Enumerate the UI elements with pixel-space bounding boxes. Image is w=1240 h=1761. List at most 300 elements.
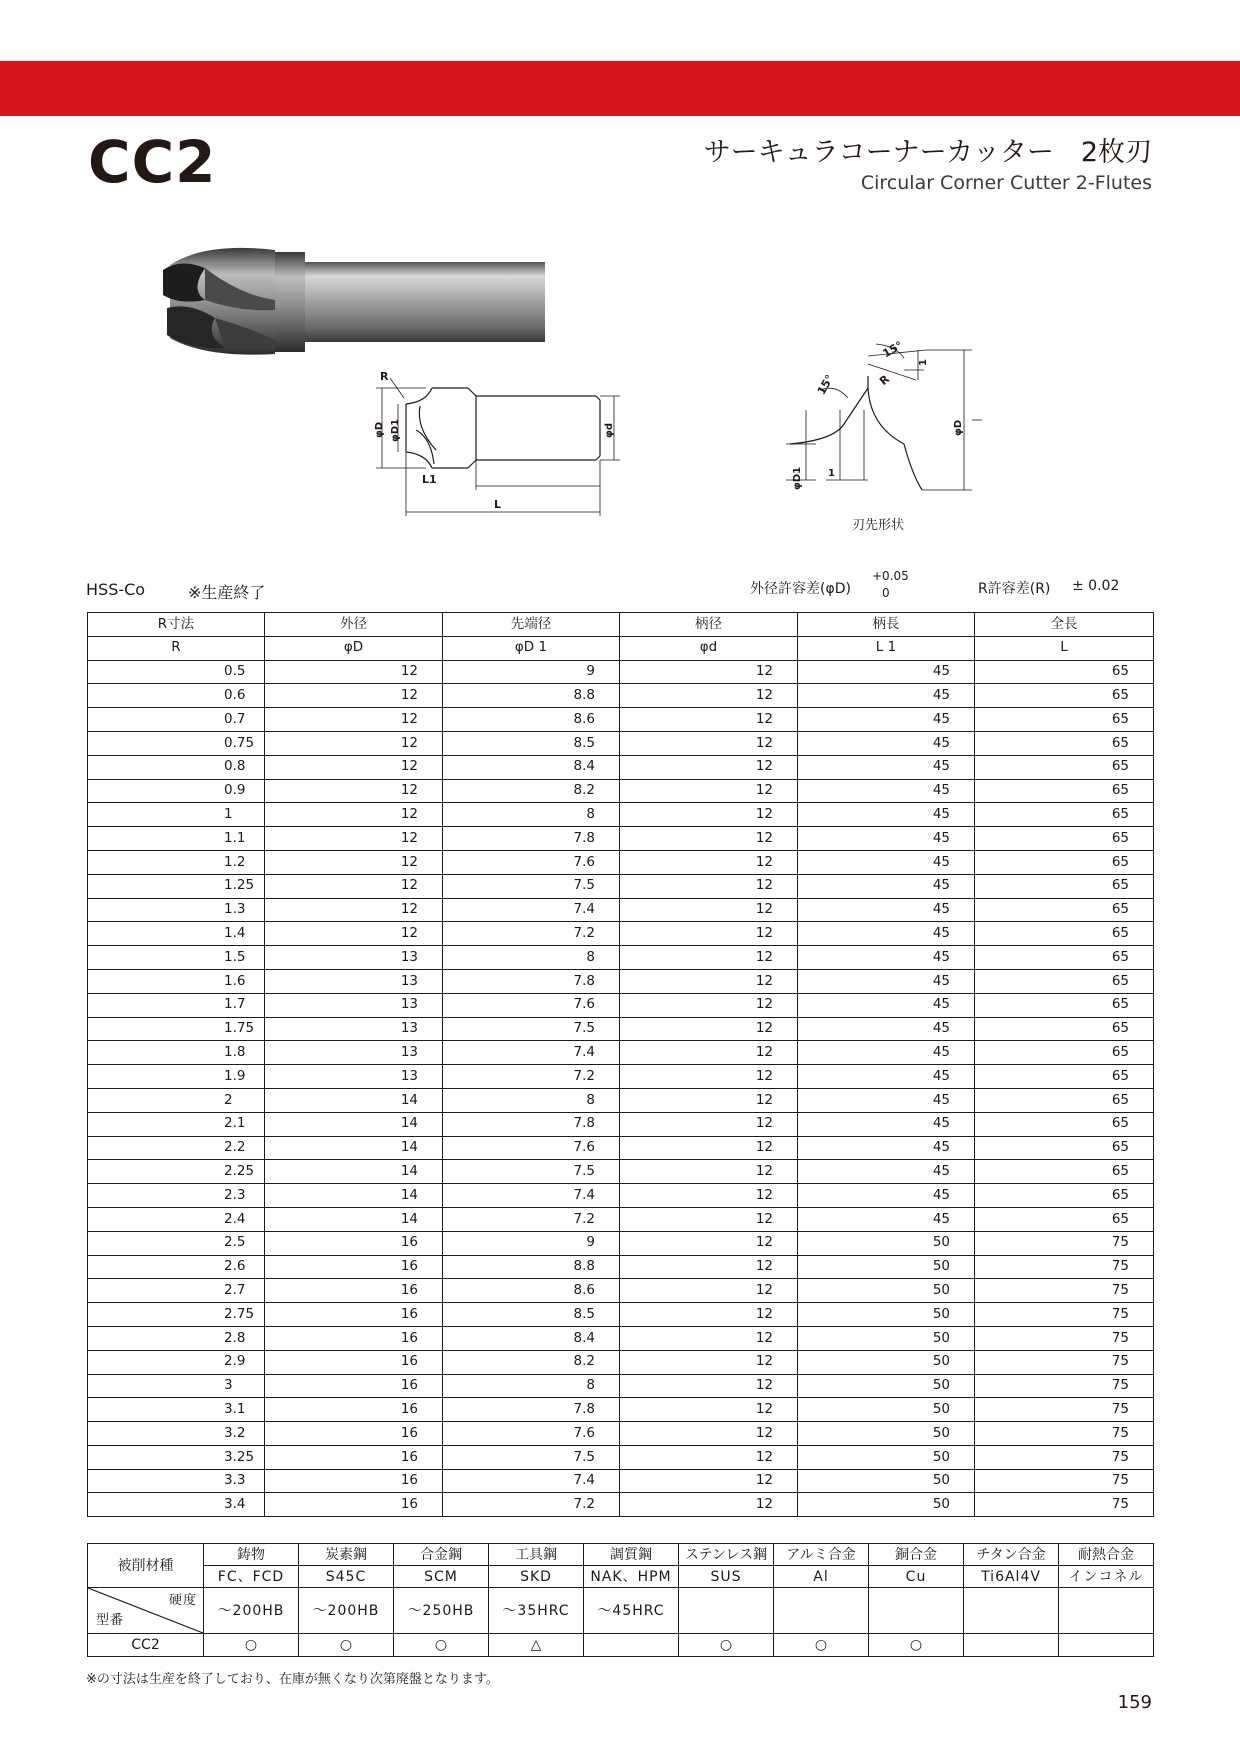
spec-cell: 75 <box>975 1493 1154 1517</box>
spec-cell: 45 <box>798 1017 975 1041</box>
spec-cell: 45 <box>798 755 975 779</box>
material-name-cell: 工具鋼 <box>489 1544 584 1566</box>
spec-cell: 16 <box>265 1374 443 1398</box>
spec-row <box>88 1469 1154 1493</box>
spec-cell: 16 <box>265 1255 443 1279</box>
spec-cell: 65 <box>975 898 1154 922</box>
suitability-cell <box>964 1634 1059 1657</box>
spec-cell: 1.3 <box>88 898 265 922</box>
spec-col-symbol: φD <box>265 636 443 660</box>
spec-cell: 16 <box>265 1350 443 1374</box>
spec-cell: 65 <box>975 660 1154 684</box>
material-name-cell: 調質鋼 <box>584 1544 679 1566</box>
spec-cell: 50 <box>798 1398 975 1422</box>
spec-cell: 45 <box>798 969 975 993</box>
spec-cell: 12 <box>620 898 798 922</box>
product-title-en: Circular Corner Cutter 2-Flutes <box>860 172 1152 194</box>
spec-cell: 12 <box>265 874 443 898</box>
spec-cell: 45 <box>798 803 975 827</box>
material-name-cell: チタン合金 <box>964 1544 1059 1566</box>
spec-cell: 8.5 <box>443 731 620 755</box>
spec-cell: 12 <box>620 1469 798 1493</box>
spec-cell: 1.8 <box>88 1041 265 1065</box>
spec-cell: 8.6 <box>443 708 620 732</box>
spec-cell: 45 <box>798 1184 975 1208</box>
spec-cell: 2.7 <box>88 1279 265 1303</box>
spec-cell: 45 <box>798 922 975 946</box>
spec-cell: 45 <box>798 1088 975 1112</box>
spec-cell: 12 <box>620 1136 798 1160</box>
material-name-cell: 銅合金 <box>869 1544 964 1566</box>
od-tolerance-upper: +0.05 <box>872 569 909 583</box>
spec-row <box>88 898 1154 922</box>
od-tolerance-label: 外径許容差(φD) <box>750 581 851 597</box>
spec-cell: 9 <box>443 1231 620 1255</box>
spec-col-header: 全長 <box>975 613 1154 637</box>
workpiece-material-label: 被削材種 <box>88 1544 204 1588</box>
spec-cell: 45 <box>798 779 975 803</box>
spec-cell: 65 <box>975 946 1154 970</box>
hardness-model-corner <box>88 1588 204 1634</box>
spec-cell: 0.7 <box>88 708 265 732</box>
spec-cell: 13 <box>265 969 443 993</box>
spec-cell: 8 <box>443 1088 620 1112</box>
spec-cell: 65 <box>975 684 1154 708</box>
spec-cell: 50 <box>798 1279 975 1303</box>
hardness-cell: ～35HRC <box>489 1588 584 1634</box>
spec-cell: 50 <box>798 1350 975 1374</box>
spec-cell: 45 <box>798 993 975 1017</box>
spec-row <box>88 1088 1154 1112</box>
spec-cell: 14 <box>265 1112 443 1136</box>
spec-row <box>88 850 1154 874</box>
spec-cell: 2.6 <box>88 1255 265 1279</box>
spec-row <box>88 1136 1154 1160</box>
material-name-cell: ステンレス鋼 <box>679 1544 774 1566</box>
spec-cell: 7.6 <box>443 993 620 1017</box>
spec-cell: 65 <box>975 827 1154 851</box>
spec-cell: 3.4 <box>88 1493 265 1517</box>
spec-cell: 12 <box>620 731 798 755</box>
spec-col-symbol: L 1 <box>798 636 975 660</box>
spec-cell: 12 <box>620 1041 798 1065</box>
spec-cell: 16 <box>265 1398 443 1422</box>
material-code-cell: FC、FCD <box>204 1566 299 1588</box>
hardness-row <box>88 1588 1154 1634</box>
material-code-cell: NAK、HPM <box>584 1566 679 1588</box>
spec-cell: 12 <box>620 1255 798 1279</box>
spec-cell: 65 <box>975 1207 1154 1231</box>
spec-cell: 14 <box>265 1160 443 1184</box>
suitability-cell <box>584 1634 679 1657</box>
tip-shape-caption: 刃先形状 <box>852 518 905 533</box>
label-phi-d1: φD1 <box>390 418 401 442</box>
spec-cell: 75 <box>975 1303 1154 1327</box>
spec-cell: 8.6 <box>443 1279 620 1303</box>
label-one-bottom: 1 <box>828 468 835 479</box>
spec-row <box>88 827 1154 851</box>
hardness-cell: ～45HRC <box>584 1588 679 1634</box>
spec-cell: 45 <box>798 684 975 708</box>
spec-cell: 65 <box>975 1041 1154 1065</box>
spec-cell: 65 <box>975 922 1154 946</box>
material-code-cell: Ti6Al4V <box>964 1566 1059 1588</box>
spec-row <box>88 803 1154 827</box>
hardness-cell: ～200HB <box>299 1588 394 1634</box>
model-name: CC2 <box>88 1634 204 1657</box>
spec-cell: 75 <box>975 1231 1154 1255</box>
spec-cell: 75 <box>975 1326 1154 1350</box>
spec-cell: 75 <box>975 1255 1154 1279</box>
spec-cell: 3.2 <box>88 1422 265 1446</box>
spec-cell: 12 <box>620 1326 798 1350</box>
spec-row <box>88 660 1154 684</box>
spec-cell: 7.4 <box>443 898 620 922</box>
spec-row <box>88 1184 1154 1208</box>
spec-cell: 0.75 <box>88 731 265 755</box>
material-grade: HSS-Co <box>86 580 146 599</box>
spec-cell: 12 <box>620 850 798 874</box>
spec-row <box>88 755 1154 779</box>
spec-cell: 0.8 <box>88 755 265 779</box>
spec-cell: 45 <box>798 731 975 755</box>
spec-row <box>88 993 1154 1017</box>
spec-cell: 12 <box>620 1303 798 1327</box>
spec-cell: 14 <box>265 1184 443 1208</box>
spec-cell: 12 <box>265 922 443 946</box>
spec-row <box>88 1017 1154 1041</box>
spec-cell: 45 <box>798 827 975 851</box>
spec-cell: 16 <box>265 1231 443 1255</box>
spec-cell: 12 <box>620 946 798 970</box>
spec-cell: 7.8 <box>443 969 620 993</box>
spec-row <box>88 1065 1154 1089</box>
spec-cell: 7.4 <box>443 1184 620 1208</box>
label-detail-phi-d1: φD1 <box>792 466 803 490</box>
spec-cell: 12 <box>620 922 798 946</box>
label-phi-d-outer: φD <box>374 421 385 438</box>
spec-cell: 65 <box>975 708 1154 732</box>
spec-cell: 65 <box>975 803 1154 827</box>
spec-cell: 50 <box>798 1326 975 1350</box>
spec-cell: 12 <box>265 684 443 708</box>
material-suitability-table <box>87 1543 1154 1657</box>
spec-cell: 1 <box>88 803 265 827</box>
spec-cell: 12 <box>620 1112 798 1136</box>
footnote: ※の寸法は生産を終了しており、在庫が無くなり次第廃盤となります。 <box>86 1672 499 1687</box>
spec-cell: 65 <box>975 1136 1154 1160</box>
spec-cell: 65 <box>975 779 1154 803</box>
spec-cell: 1.9 <box>88 1065 265 1089</box>
spec-cell: 50 <box>798 1422 975 1446</box>
spec-cell: 65 <box>975 1112 1154 1136</box>
material-table-body <box>88 1544 1154 1657</box>
spec-row <box>88 1112 1154 1136</box>
spec-cell: 12 <box>620 1065 798 1089</box>
spec-cell: 45 <box>798 1136 975 1160</box>
spec-cell: 8 <box>443 1374 620 1398</box>
spec-cell: 2.75 <box>88 1303 265 1327</box>
spec-cell: 3.1 <box>88 1398 265 1422</box>
hardness-label: 硬度 <box>168 1593 197 1608</box>
spec-cell: 8.5 <box>443 1303 620 1327</box>
model-suitability-row <box>88 1634 1154 1657</box>
spec-cell: 14 <box>265 1207 443 1231</box>
spec-cell: 1.2 <box>88 850 265 874</box>
spec-cell: 12 <box>265 779 443 803</box>
spec-cell: 45 <box>798 1065 975 1089</box>
spec-cell: 8 <box>443 803 620 827</box>
spec-cell: 12 <box>620 1398 798 1422</box>
spec-cell: 7.5 <box>443 1017 620 1041</box>
spec-cell: 12 <box>265 850 443 874</box>
model-code: CC2 <box>88 128 217 196</box>
hardness-cell: ～200HB <box>204 1588 299 1634</box>
spec-cell: 1.6 <box>88 969 265 993</box>
material-code-row <box>88 1566 1154 1588</box>
suitability-cell: △ <box>489 1634 584 1657</box>
spec-cell: 13 <box>265 993 443 1017</box>
spec-cell: 12 <box>620 1017 798 1041</box>
spec-cell: 7.6 <box>443 850 620 874</box>
spec-cell: 1.5 <box>88 946 265 970</box>
spec-cell: 2.9 <box>88 1350 265 1374</box>
spec-cell: 50 <box>798 1303 975 1327</box>
spec-cell: 65 <box>975 755 1154 779</box>
spec-cell: 2.1 <box>88 1112 265 1136</box>
spec-cell: 65 <box>975 874 1154 898</box>
spec-row <box>88 1326 1154 1350</box>
spec-cell: 45 <box>798 898 975 922</box>
spec-cell: 1.75 <box>88 1017 265 1041</box>
spec-header-symbol <box>88 636 1154 660</box>
spec-row <box>88 874 1154 898</box>
spec-cell: 13 <box>265 1065 443 1089</box>
spec-cell: 9 <box>443 660 620 684</box>
spec-cell: 13 <box>265 946 443 970</box>
spec-cell: 45 <box>798 1112 975 1136</box>
spec-cell: 45 <box>798 660 975 684</box>
spec-cell: 2 <box>88 1088 265 1112</box>
spec-row <box>88 1422 1154 1446</box>
spec-cell: 12 <box>265 660 443 684</box>
spec-cell: 12 <box>620 1445 798 1469</box>
spec-row <box>88 1279 1154 1303</box>
spec-row <box>88 1207 1154 1231</box>
hardness-cell <box>964 1588 1059 1634</box>
spec-cell: 75 <box>975 1469 1154 1493</box>
spec-cell: 7.2 <box>443 1207 620 1231</box>
spec-cell: 50 <box>798 1374 975 1398</box>
spec-cell: 16 <box>265 1279 443 1303</box>
spec-cell: 16 <box>265 1303 443 1327</box>
spec-table-body <box>88 660 1154 1517</box>
spec-cell: 1.7 <box>88 993 265 1017</box>
spec-cell: 7.8 <box>443 827 620 851</box>
spec-cell: 7.2 <box>443 922 620 946</box>
suitability-cell: ○ <box>679 1634 774 1657</box>
hardness-cell: ～250HB <box>394 1588 489 1634</box>
spec-cell: 12 <box>265 755 443 779</box>
spec-cell: 45 <box>798 708 975 732</box>
product-photo <box>145 240 550 360</box>
spec-cell: 45 <box>798 1207 975 1231</box>
material-name-cell: 合金鋼 <box>394 1544 489 1566</box>
spec-cell: 12 <box>620 969 798 993</box>
spec-cell: 16 <box>265 1326 443 1350</box>
spec-cell: 13 <box>265 1041 443 1065</box>
spec-col-symbol: L <box>975 636 1154 660</box>
material-name-row <box>88 1544 1154 1566</box>
spec-row <box>88 946 1154 970</box>
spec-cell: 0.9 <box>88 779 265 803</box>
spec-cell: 2.8 <box>88 1326 265 1350</box>
suitability-cell: ○ <box>299 1634 394 1657</box>
spec-row <box>88 779 1154 803</box>
spec-row <box>88 1493 1154 1517</box>
spec-cell: 45 <box>798 946 975 970</box>
hardness-cell <box>774 1588 869 1634</box>
spec-cell: 7.5 <box>443 874 620 898</box>
spec-cell: 14 <box>265 1136 443 1160</box>
spec-cell: 2.2 <box>88 1136 265 1160</box>
spec-cell: 12 <box>620 1207 798 1231</box>
spec-cell: 8.4 <box>443 755 620 779</box>
spec-cell: 12 <box>620 708 798 732</box>
spec-cell: 1.25 <box>88 874 265 898</box>
label-angle-top: 15° <box>880 338 906 361</box>
spec-cell: 3.25 <box>88 1445 265 1469</box>
spec-row <box>88 731 1154 755</box>
spec-cell: 8.4 <box>443 1326 620 1350</box>
label-angle-left: 15° <box>814 372 837 397</box>
r-tolerance-value: ± 0.02 <box>1072 578 1120 594</box>
material-name-cell: 耐熱合金 <box>1059 1544 1154 1566</box>
spec-col-symbol: φd <box>620 636 798 660</box>
spec-cell: 65 <box>975 1088 1154 1112</box>
spec-cell: 12 <box>620 1088 798 1112</box>
label-one-top: 1 <box>918 359 929 366</box>
spec-cell: 7.5 <box>443 1445 620 1469</box>
spec-row <box>88 1445 1154 1469</box>
spec-cell: 12 <box>620 1279 798 1303</box>
spec-cell: 7.4 <box>443 1469 620 1493</box>
spec-cell: 50 <box>798 1445 975 1469</box>
spec-cell: 12 <box>620 1231 798 1255</box>
spec-cell: 0.5 <box>88 660 265 684</box>
spec-col-header: R寸法 <box>88 613 265 637</box>
spec-cell: 7.4 <box>443 1041 620 1065</box>
spec-cell: 12 <box>620 993 798 1017</box>
spec-cell: 16 <box>265 1445 443 1469</box>
spec-cell: 7.5 <box>443 1160 620 1184</box>
spec-cell: 65 <box>975 850 1154 874</box>
spec-cell: 3.3 <box>88 1469 265 1493</box>
spec-cell: 45 <box>798 874 975 898</box>
spec-cell: 75 <box>975 1398 1154 1422</box>
spec-cell: 13 <box>265 1017 443 1041</box>
spec-row <box>88 1160 1154 1184</box>
spec-cell: 50 <box>798 1493 975 1517</box>
spec-cell: 0.6 <box>88 684 265 708</box>
suitability-cell: ○ <box>394 1634 489 1657</box>
spec-cell: 12 <box>265 898 443 922</box>
spec-cell: 8.2 <box>443 1350 620 1374</box>
spec-cell: 12 <box>620 1184 798 1208</box>
spec-cell: 12 <box>620 684 798 708</box>
spec-cell: 16 <box>265 1469 443 1493</box>
spec-row <box>88 1350 1154 1374</box>
spec-col-symbol: φD 1 <box>443 636 620 660</box>
spec-col-header: 柄長 <box>798 613 975 637</box>
spec-cell: 12 <box>620 827 798 851</box>
label-l1: L1 <box>422 473 437 486</box>
discontinued-note: ※生産終了 <box>188 583 266 602</box>
label-detail-r: R <box>877 372 892 388</box>
material-code-cell: Al <box>774 1566 869 1588</box>
spec-cell: 7.6 <box>443 1422 620 1446</box>
spec-cell: 12 <box>265 708 443 732</box>
hardness-cell <box>869 1588 964 1634</box>
spec-header-jp <box>88 613 1154 637</box>
spec-cell: 2.5 <box>88 1231 265 1255</box>
spec-cell: 3 <box>88 1374 265 1398</box>
spec-cell: 1.1 <box>88 827 265 851</box>
suitability-cell: ○ <box>869 1634 964 1657</box>
spec-cell: 75 <box>975 1422 1154 1446</box>
spec-cell: 45 <box>798 1041 975 1065</box>
material-code-cell: Cu <box>869 1566 964 1588</box>
spec-cell: 7.2 <box>443 1065 620 1089</box>
spec-cell: 1.4 <box>88 922 265 946</box>
spec-row <box>88 1398 1154 1422</box>
label-detail-phi-d: φD <box>953 419 964 436</box>
spec-cell: 65 <box>975 969 1154 993</box>
spec-cell: 50 <box>798 1255 975 1279</box>
spec-col-header: 先端径 <box>443 613 620 637</box>
material-code-cell: S45C <box>299 1566 394 1588</box>
product-title-jp: サーキュラコーナーカッター 2枚刃 <box>703 137 1152 168</box>
spec-cell: 12 <box>620 1160 798 1184</box>
material-code-cell: SUS <box>679 1566 774 1588</box>
spec-cell: 65 <box>975 1184 1154 1208</box>
spec-cell: 65 <box>975 993 1154 1017</box>
spec-col-header: 外径 <box>265 613 443 637</box>
spec-cell: 7.8 <box>443 1112 620 1136</box>
suitability-cell: ○ <box>774 1634 869 1657</box>
spec-cell: 2.3 <box>88 1184 265 1208</box>
spec-cell: 45 <box>798 1160 975 1184</box>
spec-cell: 7.8 <box>443 1398 620 1422</box>
material-name-cell: 鋳物 <box>204 1544 299 1566</box>
page-number: 159 <box>1117 1692 1152 1713</box>
spec-cell: 50 <box>798 1469 975 1493</box>
spec-cell: 65 <box>975 1065 1154 1089</box>
spec-cell: 12 <box>620 803 798 827</box>
hardness-cell <box>679 1588 774 1634</box>
label-phi-d: φd <box>604 423 615 438</box>
spec-cell: 65 <box>975 1160 1154 1184</box>
spec-cell: 16 <box>265 1422 443 1446</box>
spec-cell: 75 <box>975 1279 1154 1303</box>
material-code-cell: SCM <box>394 1566 489 1588</box>
spec-cell: 12 <box>265 803 443 827</box>
spec-table <box>87 612 1154 1517</box>
label-r: R <box>380 370 389 383</box>
spec-cell: 65 <box>975 1017 1154 1041</box>
spec-cell: 65 <box>975 731 1154 755</box>
label-l: L <box>494 498 502 511</box>
